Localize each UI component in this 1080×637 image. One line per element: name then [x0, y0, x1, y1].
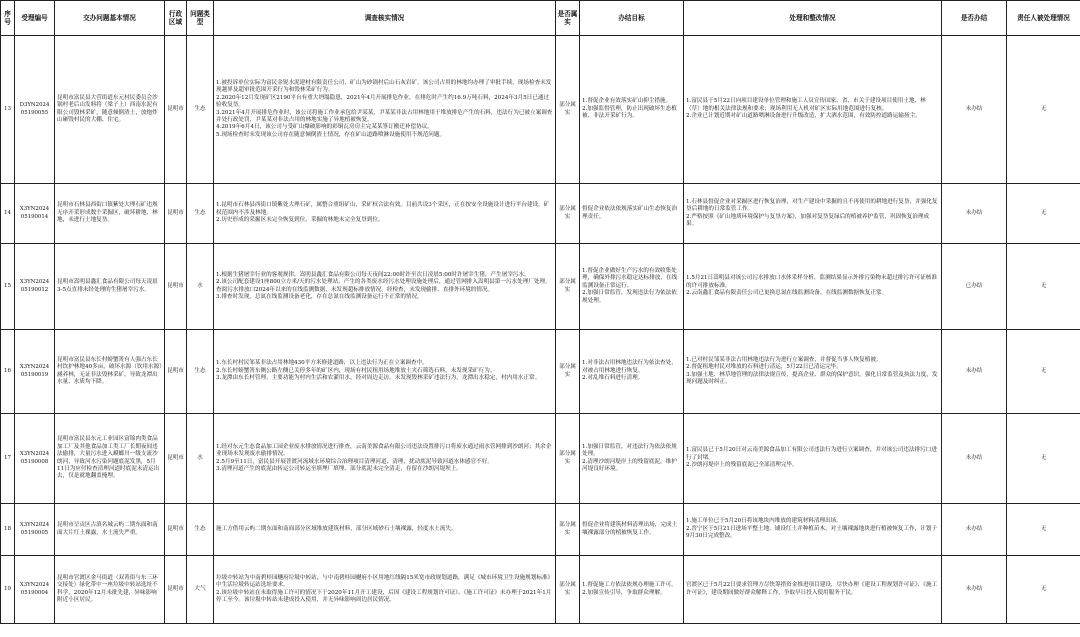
region-cell: 昆明市 [165, 414, 187, 504]
issue-type: 生态 [187, 36, 214, 184]
case-id: X3YN2024 05190019 [15, 330, 55, 414]
accountability-status: 无 [1007, 36, 1080, 184]
resolution-goal-paragraph: 2.加强日常监管，发现违法行为依法依规处理。 [582, 290, 677, 304]
rectification-details [684, 330, 942, 414]
header-cell: 行政区域 [165, 1, 187, 36]
resolution-goal [580, 330, 684, 414]
completion-status: 未办结 [942, 556, 1007, 624]
rectification-details-paragraph: 官渡区已于5月22日要求管理方尽快筹措资金推进项目建设，尽快办理《建设工程规划许可证》、《施工许可证》，建设期间做好群众解释工作，争取早日投入使用服务于民。 [686, 582, 938, 596]
rectification-details-paragraph: 2.企业已计划近期对矿山道路喷淋设备进行升级改造，扩大洒水范围，有效防控道路运输扬尘。 [686, 113, 921, 120]
rectification-details-paragraph: 1.5月21日嵩明县对该公司污水排放口水体采样分析，监测结果显示外排污染物未超过排污许可证核准的许可排放标准。 [686, 275, 937, 289]
investigation-details-paragraph: 2.2020年12月发现矿区2190平台有重大坍塌隐患，2021年4月开展排危作业，在排危时产生约16.9万吨石料，2024年3月5日已通过验收复垦。 [216, 94, 550, 109]
investigation-details-paragraph: 1.昆明市石林县西街口镇紫处大理石矿，属整合重组矿山，采矿权合法有效。目前共设3个采区，正在按安全设施设计进行平台建设。矿权范围内不涉及林地。 [216, 202, 550, 216]
rectification-details-paragraph: 1.施工单位已于5月20日将该地块内堆放的建筑材料清理出场。 [686, 518, 842, 525]
issue-type: 水 [187, 244, 214, 330]
region-cell: 昆明市 [165, 330, 187, 414]
resolution-goal [580, 504, 684, 556]
rectification-details [684, 184, 942, 244]
accountability-status: 无 [1007, 556, 1080, 624]
investigation-details [214, 504, 556, 556]
investigation-details-paragraph: 2.该公司配套建设1座800立方米/天的污水处理站，产生的各类废水经污水处理设施处理后，通过管网排入嵩明县第一污水处理厂处理。查阅污水排放口2024年以来的在线监测数据，未发现超标排放情况。经检查，未发现偷排、直排外环境的情况。 [216, 279, 551, 293]
investigation-details [214, 36, 556, 184]
table-row [1, 556, 1080, 624]
accountability-status: 无 [1007, 244, 1080, 330]
header-cell: 受理编号 [15, 1, 55, 36]
case-id: X3YN2024 05190005 [15, 504, 55, 556]
investigation-details-paragraph: 1.被投诉单位实际为富民金锐水泥建材有限责任公司，矿山为砂锅村后山石灰岩矿。该公司占用的林地均办理了审批手续，现场检查未发现越界及超审批范围开采行为和毁林采矿行为。 [216, 79, 552, 94]
resolution-goal [580, 36, 684, 184]
investigation-details-paragraph: 2.5月9至11日，富民县开展普渡河流域水环境综合治理项目清理河道，清理、扰动底泥导致河道水体感官不好。 [216, 458, 493, 465]
rectification-details-paragraph: 3.加强土地、林草地管理的法律法规宣传，提高企业、群众的保护意识，强化日常监管及执法力度，发现问题及时纠正。 [686, 371, 938, 385]
resolution-goal-paragraph: 2.清理沙朗河堤岸上的残留底泥，维护河堤良好环境。 [582, 458, 677, 472]
header-cell: 是否属实 [556, 1, 580, 36]
rectification-details-paragraph: 2.云南鑫汇食品有限责任公司已更换总氮在线监测设备，在线监测数据恢复正常。 [686, 290, 888, 297]
investigation-details-paragraph: 3.龙潭由东长村管理，主要功能为村内生活和农灌用水，经对周边走访，未发现毁林采矿违法行为，龙潭出水稳定，村内用水正常。 [216, 375, 541, 382]
investigation-details-paragraph: 1.东长村村民邹某非法占用林地430平方米修建道路，以上违法行为正在立案调查中。 [216, 360, 428, 367]
rectification-details [684, 244, 942, 330]
row-number: 19 [1, 556, 15, 624]
investigation-details-paragraph: 施工方借用云屿二期东面和南面部分区域堆放建筑材料，部分区域砂石土壤裸露，轻度水土流失。 [216, 525, 457, 532]
case-id: D3YN2024 05190055 [15, 36, 55, 184]
rectification-details [684, 414, 942, 504]
investigation-details [214, 414, 556, 504]
rectification-details-paragraph: 1.石林县督促企业对采掘区进行恢复治理，对生产建设中采掘的且不再使用的耕地进行复垦，并强化复垦后耕地的日常监管工作。 [686, 198, 938, 213]
resolution-goal-paragraph: 督促企业将建筑材料清理出场，完成土壤裸露部分的植被恢复工作。 [582, 522, 678, 536]
issue-description: 昆明市富民县大营街道东元村民委员会沙锅村老后山发料将（梁子上）西南水泥有限公司毁林采矿，随意倾倒渣土，放炮炸山砸毁村民的大棚、住宅。 [55, 36, 165, 184]
resolution-goal-paragraph: 2.对乱堆石料进行清理。 [582, 375, 644, 382]
row-number: 14 [1, 184, 15, 244]
investigation-details-paragraph: 1.根据生猪屠宰行业的客观规律，嵩明县鑫汇食品有限公司每天夜间22:00时许至次日凌晨5:00时许屠宰生猪，产生屠宰污水。 [216, 271, 530, 278]
case-id: X3YN2024 05190008 [15, 414, 55, 504]
completion-status: 未办结 [942, 36, 1007, 184]
resolution-goal-paragraph: 1.督促企业做好生产污水的有效收集处理，确保外排污水稳定达标排放，在线监测设备正常运行。 [582, 267, 678, 289]
investigation-details-paragraph: 2.该垃圾中转站在未取得施工许可的情况下于2020年11月开工建设，后因《建设工程规划许可证》、《施工许可证》未办理于2021年1月停工至今。该垃圾中转站未建成投入使用，并无异味影响周边居民情况。 [216, 589, 552, 603]
investigation-details-paragraph: 2.东长村螃蟹箐东侧公路左侧已关停多年的矿区内，现场有村民租用场地堆放土夹石筛选石料，未发现采矿行为。 [216, 367, 496, 374]
resolution-goal-paragraph: 2.加强宣传引导，争取群众理解。 [582, 589, 666, 596]
rectification-details-paragraph: 1.富民县于5月22日向项目建设单位管理和施工人员宣传国家、省、市关于建设项目使用土地、林（草）地的相关法律法规和要求；现场利用无人机对矿区实际用地范围进行复核。 [686, 98, 926, 112]
issue-type: 水 [187, 414, 214, 504]
table-row [1, 414, 1080, 504]
resolution-goal [580, 184, 684, 244]
rectification-details [684, 36, 942, 184]
resolution-goal-paragraph: 1.督促施工方依法依规办理施工许可。 [582, 582, 677, 589]
issue-description: 昆明市官渡区金马街道（双菁街与东三环交接处）绿化带中一座垃圾中转站选址不科学，2020年12月未批先建，异味影响附近小区居民。 [55, 556, 165, 624]
issue-description: 昆明市嵩明县鑫汇食品有限公司每天凌晨3-5点直排未经处理的生猪屠宰污水。 [55, 244, 165, 330]
verified-status: 部分属实 [556, 36, 580, 184]
rectification-details-paragraph: 2.沙朗河堤岸上的残留底泥已全部清理完毕。 [686, 462, 798, 469]
region-cell: 昆明市 [165, 556, 187, 624]
investigation-details [214, 556, 556, 624]
completion-status: 未办结 [942, 184, 1007, 244]
rectification-details [684, 556, 942, 624]
accountability-status: 无 [1007, 414, 1080, 504]
completion-status: 未办结 [942, 330, 1007, 414]
issue-type: 生态 [187, 330, 214, 414]
region-cell: 昆明市 [165, 244, 187, 330]
header-cell: 序号 [1, 1, 15, 36]
completion-status: 未办结 [942, 504, 1007, 556]
table-row [1, 184, 1080, 244]
table-row [1, 504, 1080, 556]
region-cell: 昆明市 [165, 184, 187, 244]
accountability-status: 无 [1007, 184, 1080, 244]
investigation-details-paragraph: 3.排查时发现，总氮在线监测设备老化，存在总氮在线监测设备运行不正常的情况。 [216, 293, 423, 300]
resolution-goal-paragraph: 1.对非法占用林地违法行为依法查处，对被占用林地进行恢复。 [582, 360, 677, 374]
accountability-status: 无 [1007, 504, 1080, 556]
investigation-details-paragraph: 5.现场检查时未发现该公司存在随意倾倒渣土情况，存在矿山道路喷淋设施使用不规范问题。 [216, 131, 446, 138]
header-cell: 问题类型 [187, 1, 214, 36]
accountability-status: 无 [1007, 330, 1080, 414]
row-number: 15 [1, 244, 15, 330]
rectification-details-paragraph: 1.已对村民邹某非法占用林地违法行为进行立案调查，并督促当事人恢复植被。 [686, 356, 882, 363]
resolution-goal-paragraph: 1.督促企业有效落实矿山抑尘措施。 [582, 98, 672, 105]
rectification-details-paragraph: 1.富民县已于5月20日对云南美源食品加工有限公司违法行为进行立案调查，并对该公司违法排污口进行了封堵。 [686, 447, 937, 461]
rectification-details-paragraph: 2.督促租地村民对堆放的石料进行清运，5月22日已清运完毕。 [686, 364, 842, 371]
completion-status: 已办结 [942, 244, 1007, 330]
case-id: X3YN2024 05190004 [15, 556, 55, 624]
issue-description: 昆明市富民县东元工业园区富锦肉类食品加工厂及其他食品加工类工厂长期夜间违法偷排，大量污水进入蟆螂川一级支流沙朗河，导致河水污染问题底泥发黑，5月11日为应付检查清理河道时底泥未清运出去，仅是就地翻盖掩埋。 [55, 414, 165, 504]
verified-status: 部分属实 [556, 244, 580, 330]
header-cell: 交办问题基本情况 [55, 1, 165, 36]
table-row [1, 330, 1080, 414]
table-row [1, 244, 1080, 330]
issue-description: 昆明市富民县东长村螃蟹箐有人强占东长村饮护林地40多亩，破坏水源（饮用水源）涵养林，无证非法毁林采矿，导致龙潭出水量、水质均下降。 [55, 330, 165, 414]
header-cell: 责任人被处理情况 [1007, 1, 1080, 36]
investigation-details [214, 184, 556, 244]
verified-status: 部分属实 [556, 330, 580, 414]
rectification-details [684, 504, 942, 556]
rectification-details-paragraph: 2.严格按照《矿山地质环境保护与复垦方案》，加强对复垦复绿后的植被养护监管，巩固恢复治理成果。 [686, 213, 930, 227]
rectification-details-paragraph: 2.晋宁区于5月21日进场平整土地、铺设红土并种植苗木，对土壤裸露地块进行植被恢复工作，计划于9月30日完成整改。 [686, 525, 937, 540]
investigation-details-paragraph: 1.经对东元生态食品加工园企业废水排放情况进行排查，云南美源食品有限公司违法设置排污口将废水通过雨水管网排到沙朗河；其余企业现场未发现废水偷排情况。 [216, 443, 552, 458]
row-number: 17 [1, 414, 15, 504]
resolution-goal-paragraph: 督促企业依法依规落实矿山生态恢复治理责任。 [582, 206, 678, 220]
issue-type: 大气 [187, 556, 214, 624]
issue-type: 生态 [187, 504, 214, 556]
region-cell: 昆明市 [165, 36, 187, 184]
investigation-details-paragraph: 3.清理河道产生的底泥由转运公司转运至填埋厂填埋。部分底泥未完全清走，存留在沙朗河堤坝上。 [216, 465, 462, 472]
verified-status: 部分属实 [556, 504, 580, 556]
verified-status: 部分属实 [556, 414, 580, 504]
resolution-goal [580, 414, 684, 504]
case-id: X3YN2024 05190012 [15, 244, 55, 330]
issue-description: 昆明市呈贡区古滇名城云屿二期东面和南面大片红土裸露，水土流失严重。 [55, 504, 165, 556]
resolution-goal-paragraph: 2.加强监督管理，防止出现破坏生态植被、非法开采矿行为。 [582, 105, 677, 120]
issue-description: 昆明市石林县西街口镇紫处大理石矿违规无序开采形成数个采掘区，破坏耕地、林地，未进行土地复垦。 [55, 184, 165, 244]
resolution-goal-paragraph: 1.加强日常监管，对违法行为依法依规处理。 [582, 443, 677, 458]
row-number: 13 [1, 36, 15, 184]
header-cell: 调查核实情况 [214, 1, 556, 36]
table-header-row [1, 1, 1080, 36]
investigation-details [214, 244, 556, 330]
investigation-details-paragraph: 3.2021年4月开展排危作业时，该公司将施工作业承包给尹某某，尹某某非法占用林地用于堆放排危产生的石料，违法行为已被立案调查并处行政处罚，尹某某对非法占用的林地实施了异地植被恢复。 [216, 109, 553, 123]
completion-status: 未办结 [942, 414, 1007, 504]
investigation-details-paragraph: 2.历史形成的采掘区未完全恢复到位，采掘的林地未完全复垦到位。 [216, 217, 384, 224]
resolution-goal [580, 244, 684, 330]
verified-status: 部分属实 [556, 184, 580, 244]
row-number: 16 [1, 330, 15, 414]
case-id: X3YN2024 05190014 [15, 184, 55, 244]
investigation-details [214, 330, 556, 414]
verified-status: 部分属实 [556, 556, 580, 624]
investigation-details-paragraph: 垃圾中转站为中南碧桂园樾府垃圾中转站，与中南碧桂园樾府小区用地红线隔15米宽市政规划道路，满足《城市环境卫生设施规划标准》中生活垃圾转运站选址要求。 [216, 574, 551, 589]
header-cell: 处理和整改情况 [684, 1, 942, 36]
row-number: 18 [1, 504, 15, 556]
header-cell: 是否办结 [942, 1, 1007, 36]
table-row [1, 36, 1080, 184]
header-cell: 办结目标 [580, 1, 684, 36]
resolution-goal [580, 556, 684, 624]
region-cell: 昆明市 [165, 504, 187, 556]
issue-type: 生态 [187, 184, 214, 244]
investigation-details-paragraph: 4.2019年6月4日，该公司与受矿山爆破影响的彩铜瓦房房主完某某签订搬迁补偿协议。 [216, 124, 433, 131]
